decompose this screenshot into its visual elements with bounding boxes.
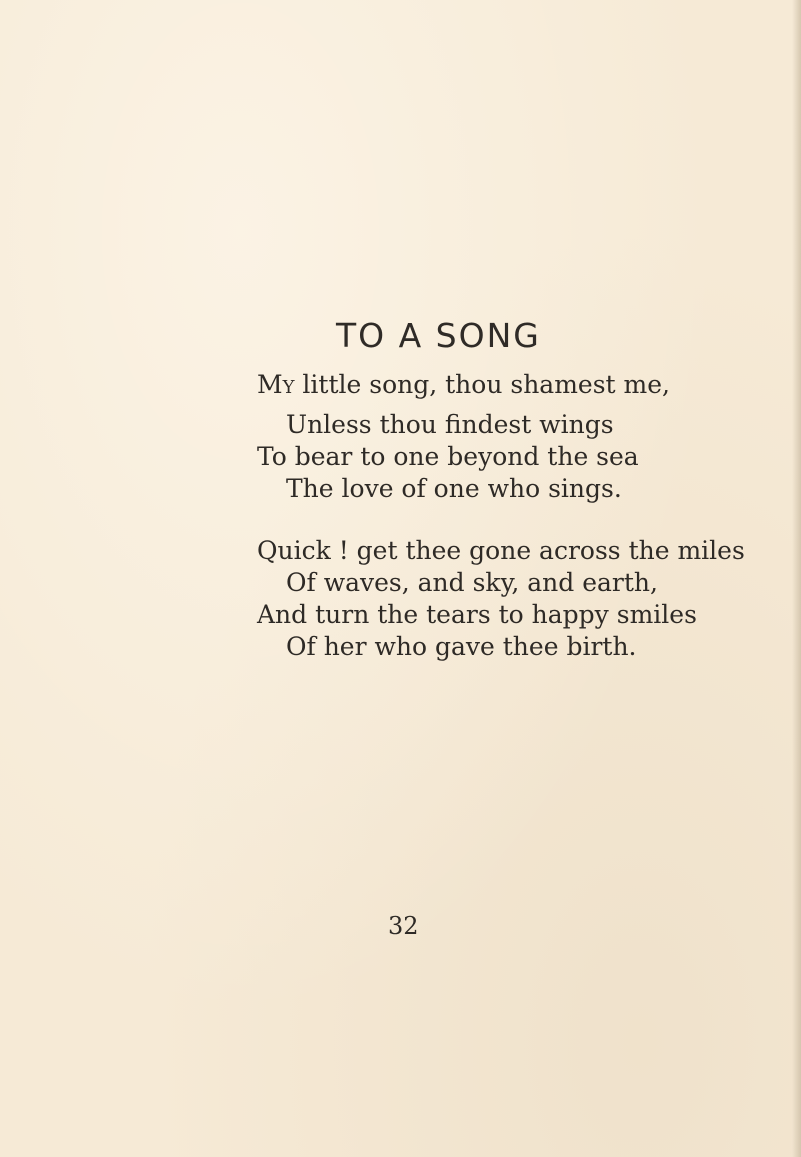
poem-line: To bear to one beyond the sea — [257, 442, 639, 471]
drop-word: My — [257, 370, 295, 399]
page-edge-shadow — [792, 0, 801, 1157]
poem-line: Quick ! get thee gone across the miles — [257, 536, 745, 565]
poem-line: Unless thou findest wings — [286, 410, 614, 439]
line-text: little song, thou shamest me, — [294, 370, 670, 399]
poem-line: Of waves, and sky, and earth, — [286, 568, 658, 597]
page-number: 32 — [388, 912, 419, 940]
poem-line: Of her who gave thee birth. — [286, 632, 637, 661]
poem-title: TO A SONG — [336, 316, 541, 355]
poem-line: And turn the tears to happy smiles — [257, 600, 697, 629]
poem-line: The love of one who sings. — [286, 474, 622, 503]
poem-line — [257, 370, 670, 400]
